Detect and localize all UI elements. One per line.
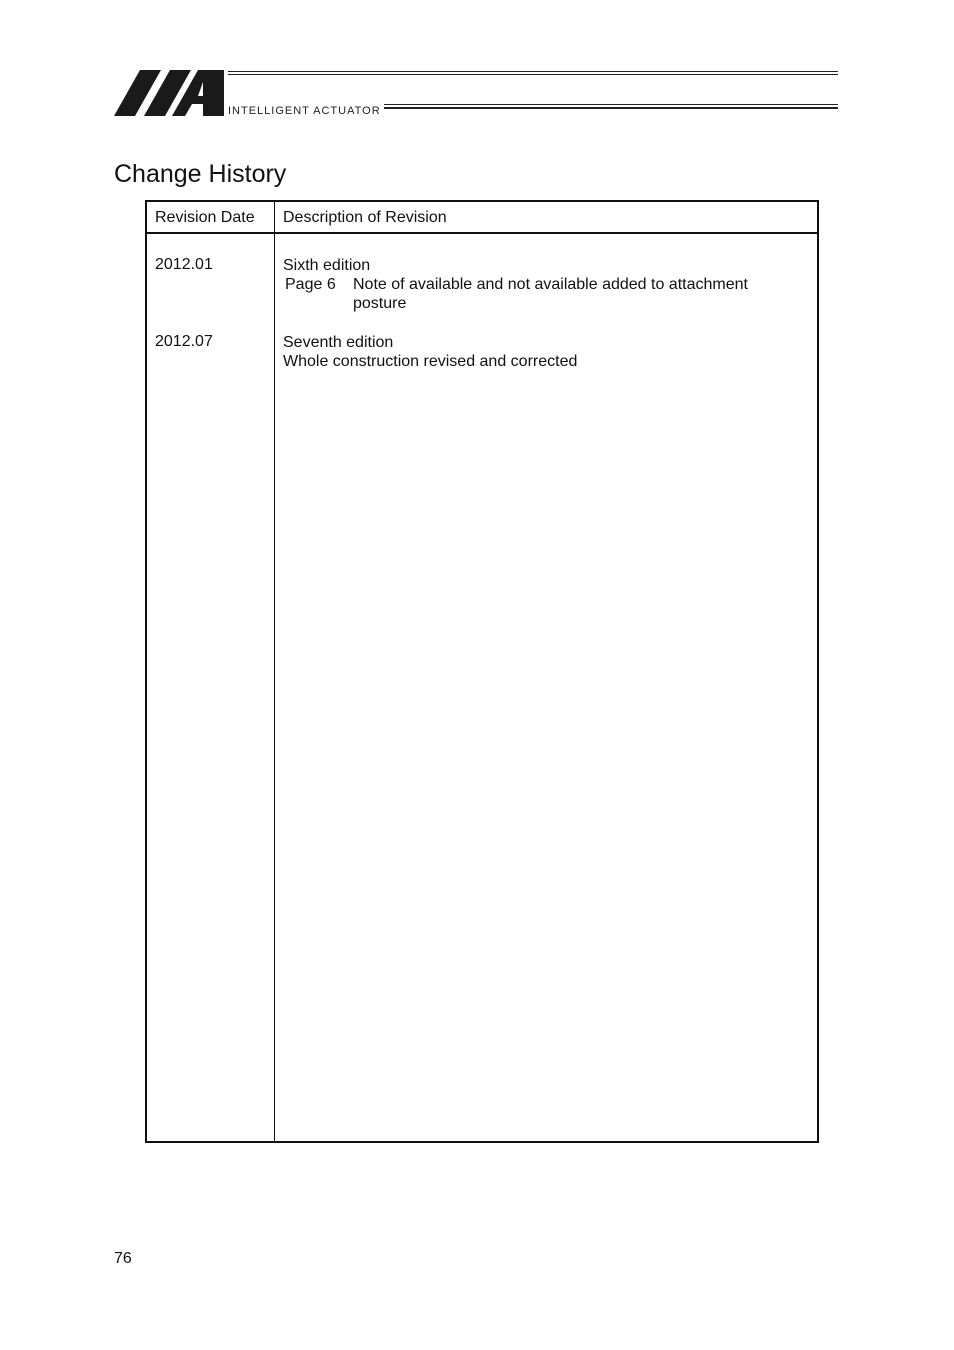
page-number: 76 <box>114 1250 132 1267</box>
page-header <box>114 68 838 120</box>
header-rule-bottom <box>384 104 838 109</box>
change-history-table <box>145 200 819 1143</box>
column-divider <box>274 202 275 1141</box>
table-header <box>147 202 817 234</box>
iai-logo-icon <box>114 68 226 118</box>
column-header-description: Description of Revision <box>283 209 447 226</box>
revision-edition: Sixth edition <box>283 257 371 274</box>
revision-detail <box>283 275 783 313</box>
revision-detail-text: Whole construction revised and corrected <box>283 353 578 370</box>
revision-detail-text: Note of available and not available added to attachment posture <box>353 276 748 312</box>
header-rule-top <box>228 71 838 75</box>
revision-edition: Seventh edition <box>283 334 394 351</box>
revision-date: 2012.07 <box>155 333 213 350</box>
revision-description <box>283 256 783 313</box>
revision-description <box>283 333 783 371</box>
revision-detail-page: Page 6 <box>285 276 336 293</box>
brand-text: INTELLIGENT ACTUATOR <box>228 105 381 117</box>
revision-date: 2012.01 <box>155 256 213 273</box>
column-header-revision-date: Revision Date <box>155 209 255 226</box>
page-title: Change History <box>114 160 287 188</box>
